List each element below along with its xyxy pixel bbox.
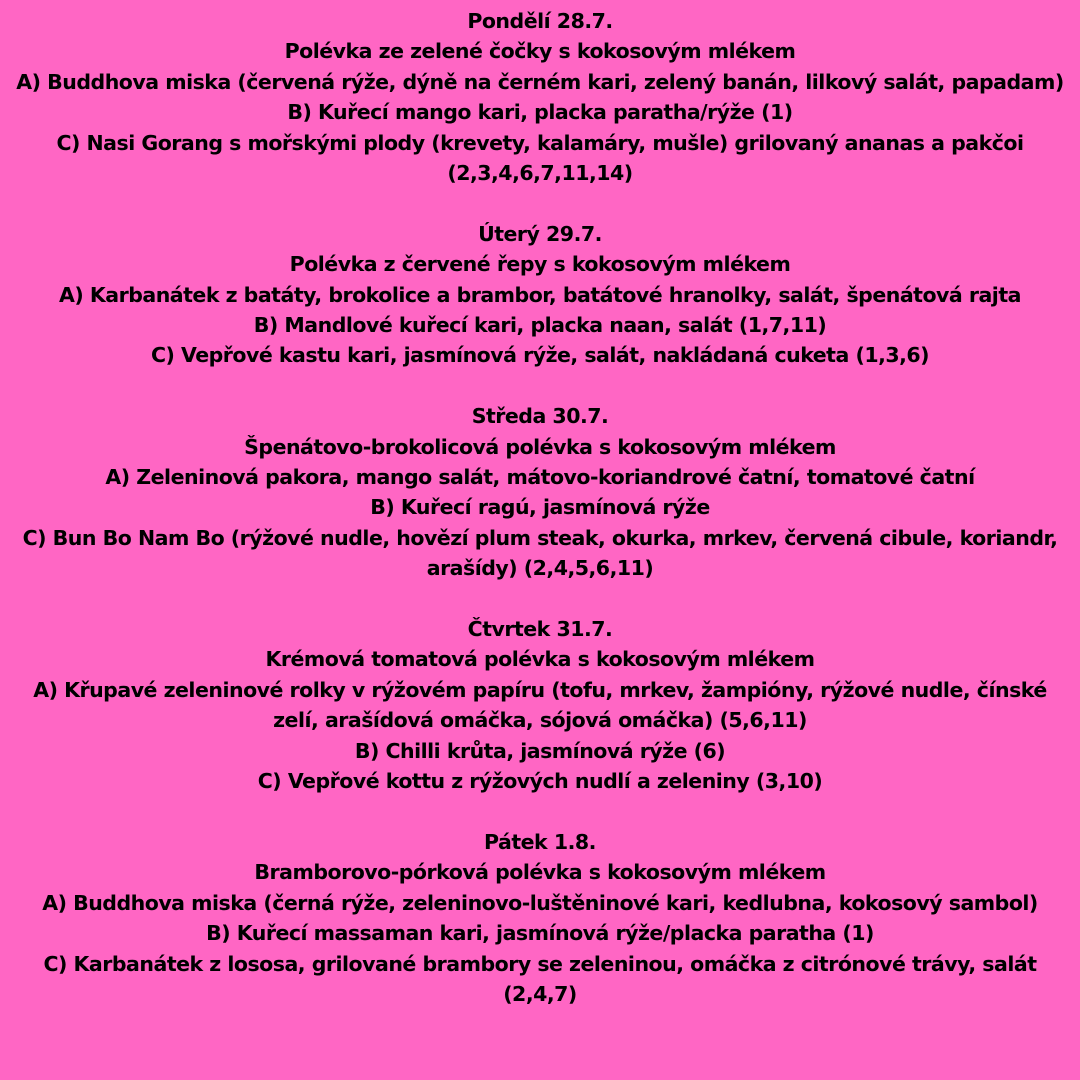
- meal-option-c: C) Bun Bo Nam Bo (rýžové nudle, hovězí plum steak, okurka, mrkev, červená cibule, koriandr, arašídy) (2,4,5,6,11): [22, 525, 1058, 581]
- day-friday: [0, 827, 1080, 1009]
- soup-of-day: Polévka z červené řepy s kokosovým mlékem: [289, 252, 791, 277]
- day-heading: Úterý 29.7.: [478, 221, 602, 246]
- soup-of-day: Bramborovo-pórková polévka s kokosovým mlékem: [254, 860, 826, 885]
- day-heading: Pátek 1.8.: [484, 829, 596, 854]
- meal-option-c: C) Nasi Gorang s mořskými plody (krevety, kalamáry, mušle) grilovaný ananas a pakčoi (2,3,4,6,7,11,14): [56, 130, 1024, 186]
- meal-option-b: B) Mandlové kuřecí kari, placka naan, salát (1,7,11): [253, 313, 827, 338]
- day-tuesday: [0, 219, 1080, 371]
- meal-option-b: B) Chilli krůta, jasmínová rýže (6): [354, 738, 726, 763]
- soup-of-day: Krémová tomatová polévka s kokosovým mlékem: [265, 647, 815, 672]
- day-wednesday: [0, 401, 1080, 583]
- meal-option-c: C) Karbanátek z lososa, grilované brambory se zeleninou, omáčka z citrónové trávy, salát (2,4,7): [43, 951, 1037, 1006]
- day-thursday: [0, 614, 1080, 796]
- meal-option-a: A) Křupavé zeleninové rolky v rýžovém papíru (tofu, mrkev, žampióny, rýžové nudle, čínské zelí, arašídová omáčka, sójová omáčka) (5,6,11): [33, 677, 1047, 733]
- meal-option-c: C) Vepřové kastu kari, jasmínová rýže, salát, nakládaná cuketa (1,3,6): [150, 343, 930, 368]
- meal-option-b: B) Kuřecí ragú, jasmínová rýže: [370, 495, 710, 520]
- day-monday: [0, 6, 1080, 188]
- day-heading: Středa 30.7.: [471, 404, 609, 429]
- meal-option-a: A) Buddhova miska (černá rýže, zeleninovo-luštěninové kari, kedlubna, kokosový sambol): [42, 890, 1038, 915]
- soup-of-day: Špenátovo-brokolicová polévka s kokosovým mlékem: [244, 434, 836, 459]
- meal-option-b: B) Kuřecí massaman kari, jasmínová rýže/placka paratha (1): [206, 921, 874, 946]
- meal-option-c: C) Vepřové kottu z rýžových nudlí a zeleniny (3,10): [257, 769, 823, 794]
- meal-option-a: A) Karbanátek z batáty, brokolice a brambor, batátové hranolky, salát, špenátová rajta: [59, 282, 1021, 307]
- soup-of-day: Polévka ze zelené čočky s kokosovým mlékem: [284, 39, 796, 64]
- meal-option-a: A) Zeleninová pakora, mango salát, mátovo-koriandrové čatní, tomatové čatní: [105, 465, 975, 490]
- day-heading: Čtvrtek 31.7.: [467, 617, 613, 642]
- day-heading: Pondělí 28.7.: [467, 9, 613, 33]
- meal-option-b: B) Kuřecí mango kari, placka paratha/rýže (1): [287, 100, 793, 125]
- meal-option-a: A) Buddhova miska (červená rýže, dýně na černém kari, zelený banán, lilkový salát, papadam): [16, 69, 1064, 94]
